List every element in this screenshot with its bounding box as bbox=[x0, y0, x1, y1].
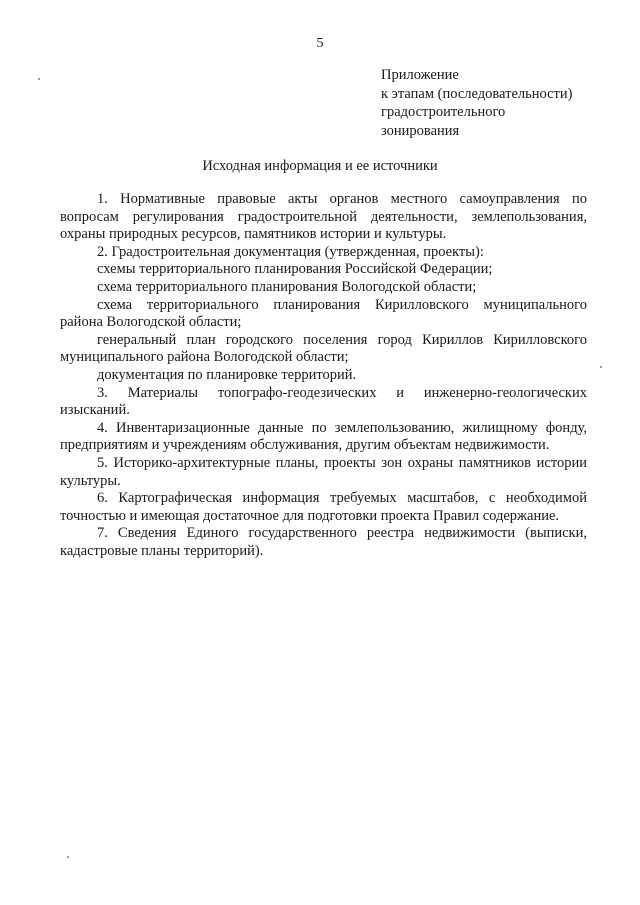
page-number: 5 bbox=[316, 36, 324, 51]
document-title: Исходная информация и ее источники bbox=[202, 158, 438, 174]
paragraph-subitem: схема территориального планирования Кирилловского муниципального района Вологодской области; bbox=[60, 296, 587, 331]
paragraph-subitem: схемы территориального планирования Российской Федерации; bbox=[97, 261, 493, 278]
paragraph-item-5: 5. Историко-архитектурные планы, проекты зон охраны памятников истории культуры. bbox=[60, 454, 587, 489]
paragraph-item-7: 7. Сведения Единого государственного реестра недвижимости (выписки, кадастровые планы территорий). bbox=[60, 525, 587, 559]
paragraph-subitem: документация по планировке территорий. bbox=[97, 366, 357, 383]
scan-speck bbox=[67, 856, 69, 858]
appendix-line: к этапам (последовательности) bbox=[381, 85, 573, 102]
appendix-note bbox=[381, 66, 572, 140]
paragraph-item-2: 2. Градостроительная документация (утвержденная, проекты): bbox=[97, 243, 484, 260]
paragraph-item-4: 4. Инвентаризационные данные по землепользованию, жилищному фонду, предприятиям и учреждениям обслуживания, другим объектам недвижимости. bbox=[60, 419, 587, 454]
scan-speck bbox=[38, 78, 40, 80]
scan-speck bbox=[600, 366, 602, 368]
paragraph-subitem: генеральный план городского поселения город Кириллов Кирилловского муниципального района Вологодской области; bbox=[60, 331, 587, 366]
appendix-line: зонирования bbox=[381, 122, 460, 139]
document-body bbox=[60, 191, 587, 560]
paragraph-item-6: 6. Картографическая информация требуемых масштабов, с необходимой точностью и имеющая достаточное для подготовки проекта Правил содержание. bbox=[60, 490, 587, 524]
appendix-line: градостроительного bbox=[381, 104, 506, 120]
appendix-line: Приложение bbox=[381, 67, 459, 83]
paragraph-item-3: 3. Материалы топографо-геодезических и инженерно-геологических изысканий. bbox=[60, 384, 587, 419]
paragraph-subitem: схема территориального планирования Вологодской области; bbox=[97, 278, 477, 295]
paragraph-item-1: 1. Нормативные правовые акты органов местного самоуправления по вопросам регулирования градостроительной деятельности, землепользования, охраны природных ресурсов, памятников истории и культуры. bbox=[60, 191, 587, 243]
